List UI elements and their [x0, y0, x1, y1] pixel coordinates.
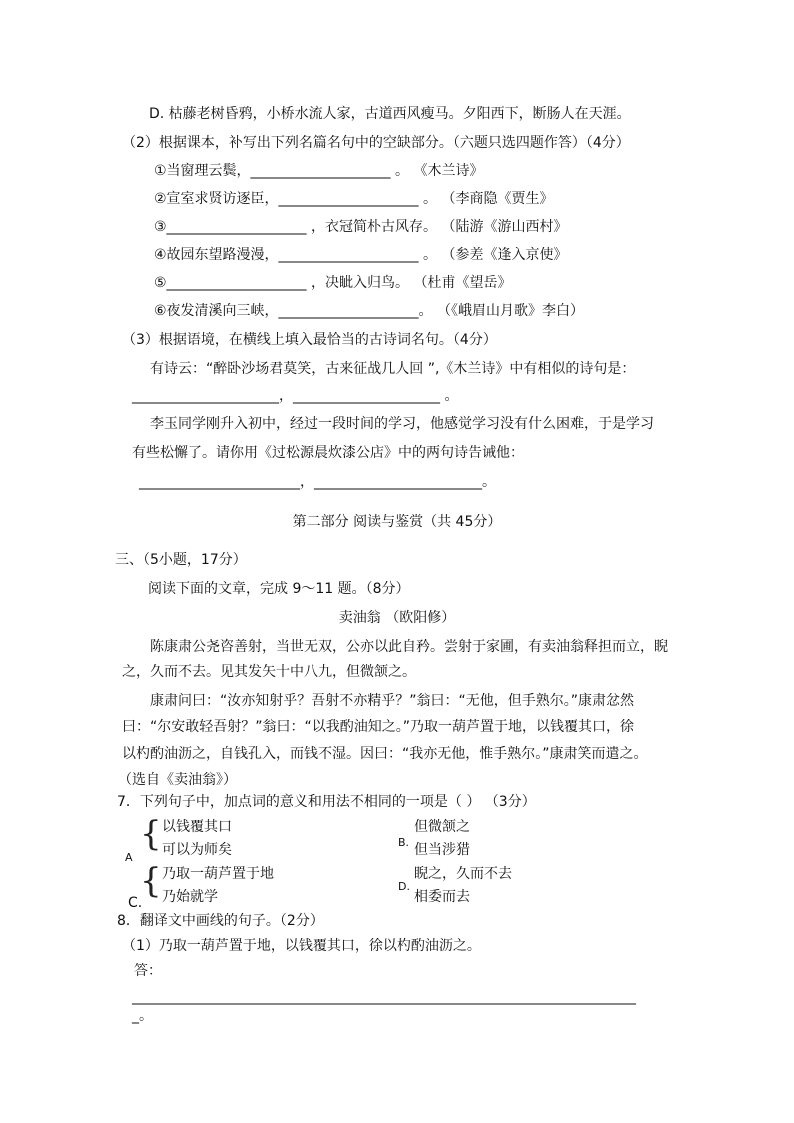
passage-p1a: 陈康肃公尧咨善射，当世无双，公亦以此自矜。尝射于家圃，有卖油翁释担而立，睨: [150, 639, 668, 655]
q7-label-d: D.: [398, 880, 410, 893]
q8-answer-label: 答：: [134, 963, 162, 979]
q7-c2: 乃始就学: [162, 889, 218, 905]
q2-item-4: ④故园东望路漫漫，____________________ 。 （参差《逢入京使》: [154, 247, 568, 263]
q7-b2: 但当涉猎: [414, 842, 470, 858]
q3-para2b: 有些松懈了。请你用《过松源晨炊漆公店》中的两句诗告诫他：: [132, 445, 524, 461]
q7-d1: 睨之，久而不去: [414, 866, 512, 882]
passage-p2b: 曰：“尔安敢轻吾射？”翁曰：“以我酌油知之。”乃取一葫芦置于地，以钱覆其口，徐: [122, 719, 635, 735]
q7-b1: 但微颔之: [414, 819, 470, 835]
q2-item-3: ③____________________ ，衣冠简朴古风存。 （陆游《游山西村》: [154, 219, 568, 235]
q3-blank2: _______________________，________________________。: [139, 474, 496, 490]
option-d: D. 枯藤老树昏鸦，小桥水流人家，古道西风瘦马。夕阳西下，断肠人在天涯。: [149, 106, 631, 122]
q3-blank1: _____________________，_____________________ 。: [132, 388, 459, 404]
q7-label-b: B.: [398, 836, 410, 849]
q2-item-6: ⑥夜发清溪向三峡，____________________。 （《峨眉山月歌》李白）: [154, 303, 584, 319]
q3-para1: 有诗云：“醉卧沙场君莫笑，古来征战几人回 ”,《木兰诗》中有相似的诗句是：: [150, 361, 636, 377]
q7-label-c: C.: [128, 895, 143, 911]
q8-answer-end: _。: [132, 1008, 153, 1024]
section3-header: 三、（5小题，17分）: [115, 552, 247, 568]
q7-a1: 以钱覆其口: [162, 819, 232, 835]
passage-source: （选自《卖油翁》）: [118, 772, 237, 788]
q3-para2a: 李玉同学刚升入初中，经过一段时间的学习，他感觉学习没有什么困难，于是学习: [150, 416, 654, 432]
q7-brace-a: {: [140, 814, 162, 854]
section3-intro: 阅读下面的文章，完成 9～11 题。（8分）: [148, 581, 410, 597]
q7-stem: 7．下列句子中，加点词的意义和用法不相同的一项是（ ） （3分）: [117, 794, 536, 810]
q2-instruction: （2）根据课本，补写出下列名篇名句中的空缺部分。（六题只选四题作答）（4分）: [122, 135, 630, 151]
q8-stem: 8．翻译文中画线的句子。（2分）: [117, 913, 324, 929]
q7-d2: 相委而去: [414, 889, 470, 905]
passage-title: 卖油翁 （欧阳修）: [338, 610, 456, 626]
q2-item-5: ⑤____________________ ，决眦入归鸟。 （杜甫《望岳》: [154, 275, 512, 291]
q7-a2: 可以为师矣: [162, 842, 232, 858]
q8-sub1: （1）乃取一葫芦置于地，以钱覆其口，徐以杓酌油沥之。: [122, 938, 481, 954]
q3-instruction: （3）根据语境，在横线上填入最恰当的古诗词名句。（4分）: [122, 332, 497, 348]
passage-p2a: 康肃问曰：“汝亦知射乎？吾射不亦精乎？”翁曰：“无他，但手熟尔。”康肃忿然: [150, 693, 635, 709]
passage-p1b: 之，久而不去。见其发矢十中八九，但微颔之。: [122, 664, 416, 680]
q7-c1: 乃取一葫芦置于地: [162, 866, 274, 882]
q2-item-2: ②宣室求贤访逐臣，____________________ 。 （李商隐《贾生》: [154, 191, 554, 207]
q8-answer-line: ________________________________________________________________________: [132, 989, 636, 1005]
q7-brace-c: {: [140, 861, 162, 901]
passage-p2c: 以杓酌油沥之，自钱孔入，而钱不湿。因曰：“我亦无他，惟手熟尔。”康肃笑而遣之。: [122, 746, 648, 762]
q7-label-a: A: [125, 851, 133, 864]
q2-item-1: ①当窗理云鬓，____________________ 。 《木兰诗》: [154, 163, 484, 179]
part2-heading: 第二部分 阅读与鉴赏（共 45分）: [292, 514, 502, 530]
